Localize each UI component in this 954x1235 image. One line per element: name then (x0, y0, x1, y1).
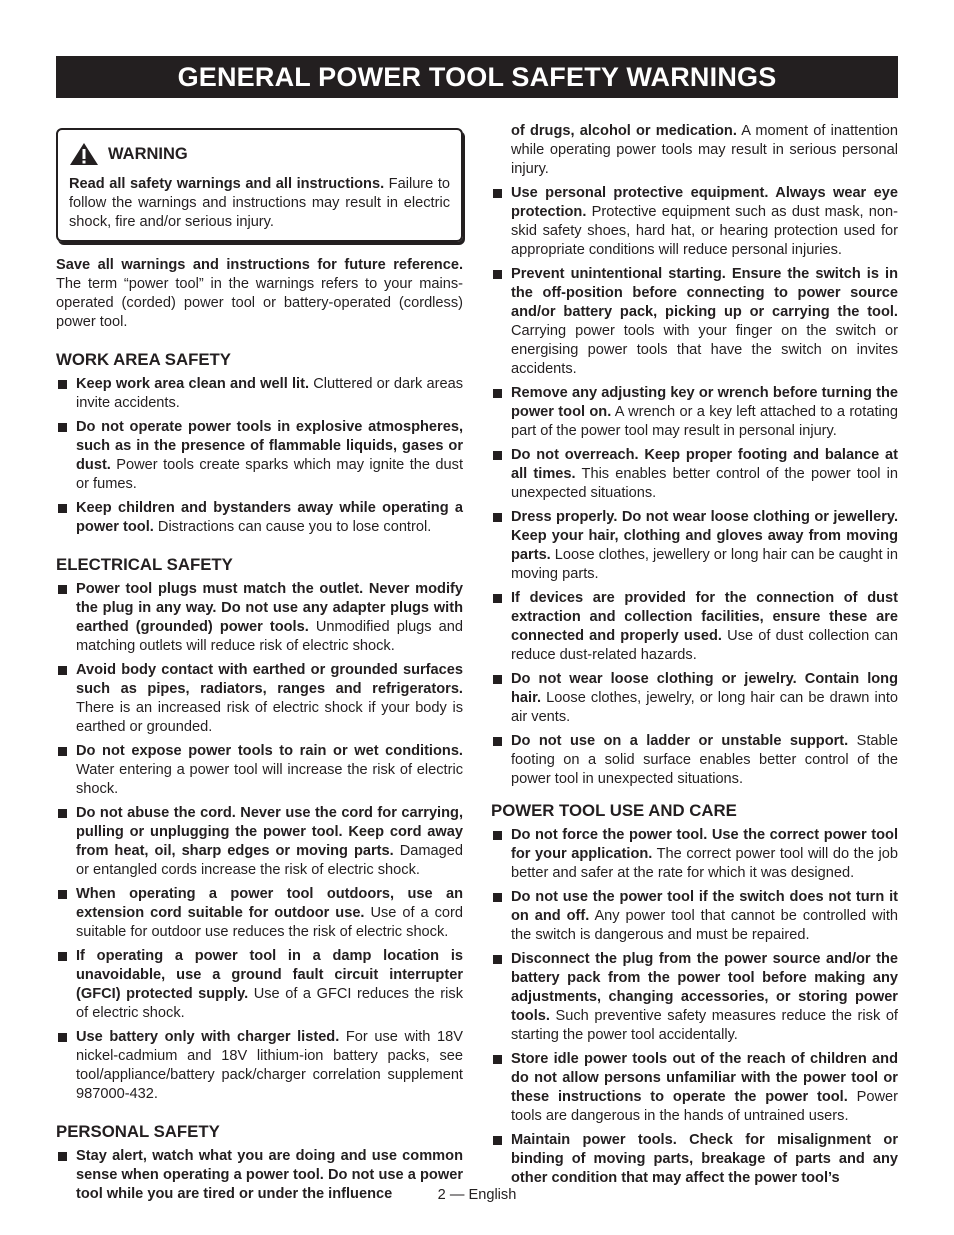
electrical-heading: ELECTRICAL SAFETY (56, 555, 233, 574)
personal-heading: PERSONAL SAFETY (56, 1122, 220, 1141)
bullet-square-icon (493, 513, 502, 522)
list-item: Do not overreach. Keep proper footing and balance at all times. This enables better control of the power tool in unexpected situations. (491, 446, 898, 503)
electrical-list (56, 580, 463, 1104)
warning-header (69, 142, 450, 166)
bullet-square-icon (493, 737, 502, 746)
bullet-square-icon (58, 585, 67, 594)
list-item: Do not wear loose clothing or jewelry. Contain long hair. Loose clothes, jewelry, or long hair can be drawn into air vents. (491, 670, 898, 727)
list-item: Use personal protective equipment. Always wear eye protection. Protective equipment such as dust mask, non-skid safety shoes, hard hat, or hearing protection used for appropriate conditions will reduce personal injuries. (491, 184, 898, 260)
warning-title: WARNING (108, 144, 188, 163)
bullet-square-icon (58, 809, 67, 818)
page-title: GENERAL POWER TOOL SAFETY WARNINGS (56, 56, 898, 98)
list-item: If devices are provided for the connection of dust extraction and collection facilities, ensure these are connected and properly used. Use of dust collection can reduce dust-related hazards. (491, 589, 898, 665)
bullet-square-icon (58, 1152, 67, 1161)
bullet-square-icon (58, 890, 67, 899)
list-item-continuation: of drugs, alcohol or medication. A moment of inattention while operating power tools may result in serious personal injury. (511, 123, 898, 177)
bullet-square-icon (493, 389, 502, 398)
list-item: Disconnect the plug from the power source and/or the battery pack from the power tool before making any adjustments, changing accessories, or storing power tools. Such preventive safety measures reduce the risk of starting the power tool accidentally. (491, 950, 898, 1045)
left-column (56, 122, 463, 1209)
work-area-list (56, 375, 463, 537)
list-item: If operating a power tool in a damp location is unavoidable, use a ground fault circuit interrupter (GFCI) protected supply. Use of a GFCI reduces the risk of electric shock. (56, 947, 463, 1023)
bullet-square-icon (58, 747, 67, 756)
list-item: Do not abuse the cord. Never use the cord for carrying, pulling or unplugging the power tool. Keep cord away from heat, oil, sharp edges or moving parts. Damaged or entangled cords increase the risk of electric shock. (56, 804, 463, 880)
page-footer: 2 — English (437, 1187, 517, 1203)
list-item: Use battery only with charger listed. For use with 18V nickel-cadmium and 18V lithium-ion battery packs, see tool/appliance/battery pack/charger correlation supplement 987000-432. (56, 1028, 463, 1104)
list-item: Power tool plugs must match the outlet. Never modify the plug in any way. Do not use any adapter plugs with earthed (grounded) power tools. Unmodified plugs and matching outlets will reduce risk of electric shock. (56, 580, 463, 656)
bullet-square-icon (58, 504, 67, 513)
bullet-square-icon (58, 380, 67, 389)
warning-box (56, 128, 463, 242)
list-item: Do not use the power tool if the switch does not turn it on and off. Any power tool that cannot be controlled with the switch is dangerous and must be repaired. (491, 888, 898, 945)
list-item: Maintain power tools. Check for misalignment or binding of moving parts, breakage of parts and any other condition that may affect the power tool’s (491, 1131, 898, 1188)
list-item: Keep children and bystanders away while operating a power tool. Distractions can cause you to lose control. (56, 499, 463, 537)
list-item: Do not expose power tools to rain or wet conditions. Water entering a power tool will increase the risk of electric shock. (56, 742, 463, 799)
work-area-heading: WORK AREA SAFETY (56, 350, 231, 369)
right-column (491, 122, 898, 1193)
list-item: Do not force the power tool. Use the correct power tool for your application. The correct power tool will do the job better and safer at the rate for which it was designed. (491, 826, 898, 883)
bullet-square-icon (58, 666, 67, 675)
bullet-square-icon (493, 893, 502, 902)
bullet-square-icon (493, 189, 502, 198)
list-item: Stay alert, watch what you are doing and use common sense when operating a power tool. Do not use a power tool while you are tired or under the influence (56, 1147, 463, 1204)
bullet-square-icon (493, 270, 502, 279)
bullet-square-icon (58, 952, 67, 961)
bullet-square-icon (493, 594, 502, 603)
list-item: Prevent unintentional starting. Ensure the switch is in the off-position before connecting to power source and/or battery pack, picking up or carrying the tool. Carrying power tools with your finger on the switch or energising power tools that have the switch on invites accidents. (491, 265, 898, 379)
warning-triangle-icon (69, 142, 99, 166)
list-item: Store idle power tools out of the reach of children and do not allow persons unfamiliar with the power tool or these instructions to operate the power tool. Power tools are dangerous in the hands of untrained users. (491, 1050, 898, 1126)
list-item: Do not use on a ladder or unstable support. Stable footing on a solid surface enables better control of the power tool in unexpected situations. (491, 732, 898, 789)
list-item: Remove any adjusting key or wrench before turning the power tool on. A wrench or a key left attached to a rotating part of the power tool may result in personal injury. (491, 384, 898, 441)
list-item: Avoid body contact with earthed or grounded surfaces such as pipes, radiators, ranges and refrigerators. There is an increased risk of electric shock if your body is earthed or grounded. (56, 661, 463, 737)
bullet-square-icon (493, 831, 502, 840)
list-item: Keep work area clean and well lit. Cluttered or dark areas invite accidents. (56, 375, 463, 413)
list-item: When operating a power tool outdoors, use an extension cord suitable for outdoor use. Use of a cord suitable for outdoor use reduces the risk of electric shock. (56, 885, 463, 942)
list-item: Do not operate power tools in explosive atmospheres, such as in the presence of flammable liquids, gases or dust. Power tools create sparks which may ignite the dust or fumes. (56, 418, 463, 494)
bullet-square-icon (58, 1033, 67, 1042)
tool-use-list (491, 826, 898, 1188)
bullet-square-icon (58, 423, 67, 432)
bullet-square-icon (493, 451, 502, 460)
list-item: Dress properly. Do not wear loose clothing or jewellery. Keep your hair, clothing and gloves away from moving parts. Loose clothes, jewellery or long hair can be caught in moving parts. (491, 508, 898, 584)
personal-list (491, 184, 898, 789)
bullet-square-icon (493, 675, 502, 684)
intro-paragraph: Save all warnings and instructions for future reference. The term “power tool” in the warnings refers to your mains-operated (corded) power tool or battery-operated (cordless) power tool. (56, 257, 463, 330)
tool-use-heading: POWER TOOL USE AND CARE (491, 801, 737, 820)
bullet-square-icon (493, 955, 502, 964)
bullet-square-icon (493, 1055, 502, 1064)
bullet-square-icon (493, 1136, 502, 1145)
warning-text: Read all safety warnings and all instructions. Failure to follow the warnings and instructions may result in electric shock, fire and/or serious injury. (69, 176, 450, 230)
